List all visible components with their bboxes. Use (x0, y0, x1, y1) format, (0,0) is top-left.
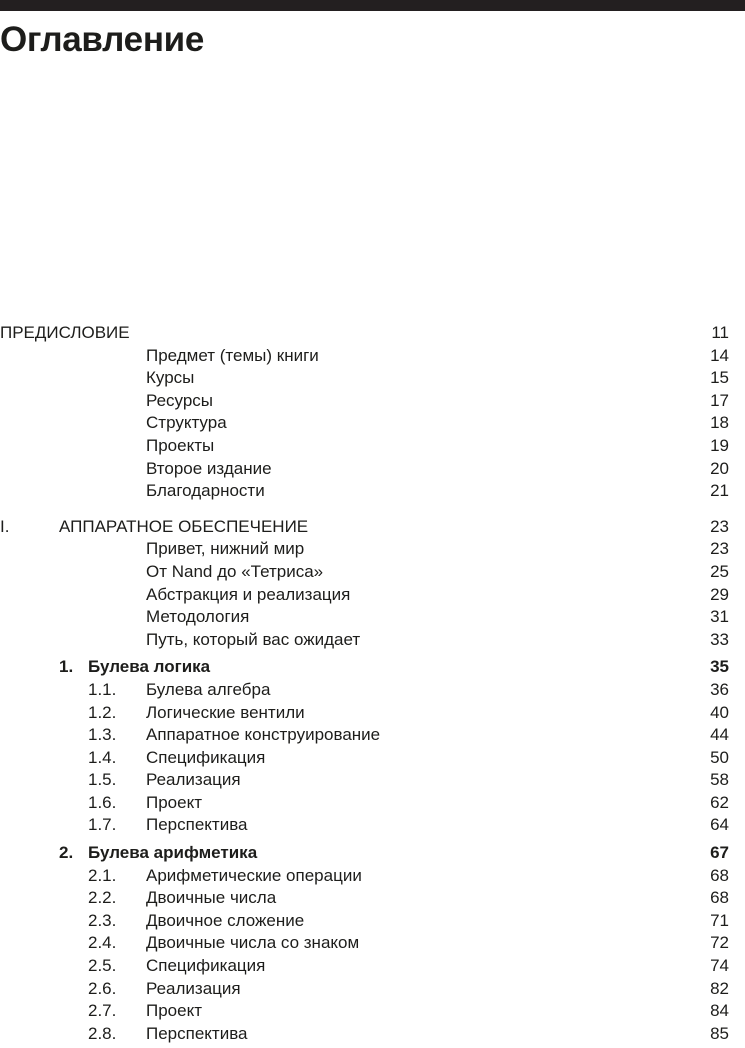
toc-entry-part[interactable] (0, 516, 729, 539)
toc-entry-number: 2.6. (88, 978, 117, 998)
toc-entry[interactable] (0, 538, 729, 561)
toc-entry-page: 68 (710, 888, 729, 908)
toc-entry[interactable] (0, 561, 729, 584)
toc-entry-title: Логические вентили (146, 702, 305, 722)
toc-entry-page: 71 (710, 910, 729, 930)
toc-entry-title: Реализация (146, 978, 241, 998)
toc-entry[interactable] (0, 910, 729, 933)
toc-entry-page: 31 (710, 607, 729, 627)
toc-entry-title: Проект (146, 1001, 202, 1021)
toc-entry-title: Путь, который вас ожидает (146, 629, 361, 649)
toc-entry-number: 1.2. (88, 702, 117, 722)
toc-entry[interactable] (0, 932, 729, 955)
toc-entry[interactable] (0, 702, 729, 725)
toc-entry-page: 74 (710, 956, 729, 976)
toc-entry-page: 50 (710, 747, 729, 767)
toc-entry-title: Предмет (темы) книги (146, 345, 319, 365)
toc-entry-page: 29 (710, 584, 729, 604)
toc-entry[interactable] (0, 390, 729, 413)
toc-entry-page: 62 (710, 792, 729, 812)
toc-entry[interactable] (0, 584, 729, 607)
toc-entry-page: 18 (710, 413, 729, 433)
toc-entry-number: 2. (59, 843, 74, 863)
toc-entry-page: 67 (710, 843, 729, 863)
toc-entry[interactable] (0, 769, 729, 792)
toc-entry-title: Реализация (146, 770, 241, 790)
toc-entry-page: 72 (710, 933, 729, 953)
toc-entry-title: Двоичное сложение (146, 910, 305, 930)
toc-entry[interactable] (0, 480, 729, 503)
toc-entry-page: 19 (710, 435, 729, 455)
toc-entry-title: Перспектива (146, 1023, 248, 1043)
toc-entry[interactable] (0, 367, 729, 390)
toc-entry-number: 1.3. (88, 725, 117, 745)
toc-entry-page: 64 (710, 815, 729, 835)
toc-entry-title: Ресурсы (146, 390, 214, 410)
toc-entry-title: Методология (146, 607, 250, 627)
toc-entry-page: 84 (710, 1001, 729, 1021)
toc-entry[interactable] (0, 345, 729, 368)
toc-entry[interactable] (0, 724, 729, 747)
toc-entry-page: 82 (710, 978, 729, 998)
toc-entry-page: 40 (710, 702, 729, 722)
toc-entry-title: Аппаратное конструирование (146, 725, 381, 745)
toc-entry[interactable] (0, 978, 729, 1001)
toc-entry-page: 35 (710, 657, 729, 677)
toc-entry-title: Привет, нижний мир (146, 539, 305, 559)
toc-entry-number: 1.4. (88, 747, 117, 767)
toc-entry-number: I. (0, 516, 10, 536)
toc-entry-title: Спецификация (146, 956, 266, 976)
toc-entry-title: ПРЕДИСЛОВИЕ (0, 323, 130, 342)
toc-entry[interactable] (0, 412, 729, 435)
toc-entry-number: 2.3. (88, 910, 117, 930)
table-of-contents (0, 322, 729, 1045)
toc-entry-title: Второе издание (146, 458, 272, 478)
toc-entry-page: 11 (711, 323, 729, 342)
toc-entry-title: От Nand до «Тетриса» (146, 561, 324, 581)
toc-entry[interactable] (0, 679, 729, 702)
toc-entry-page: 14 (710, 345, 729, 365)
toc-entry-title: Перспектива (146, 815, 248, 835)
toc-entry-page: 23 (710, 516, 729, 536)
toc-entry-number: 2.8. (88, 1023, 117, 1043)
toc-entry-number: 1.5. (88, 770, 117, 790)
toc-entry-preface[interactable] (0, 322, 729, 345)
toc-entry-page: 44 (710, 725, 729, 745)
toc-entry-page: 36 (710, 679, 729, 699)
toc-entry[interactable] (0, 435, 729, 458)
toc-entry[interactable] (0, 606, 729, 629)
toc-entry[interactable] (0, 629, 729, 652)
toc-entry[interactable] (0, 865, 729, 888)
toc-entry-chapter[interactable] (0, 656, 729, 679)
toc-entry-title: Благодарности (146, 481, 265, 501)
toc-entry-title: Структура (146, 413, 227, 433)
toc-entry-number: 1.7. (88, 815, 117, 835)
toc-entry[interactable] (0, 814, 729, 837)
toc-entry-page: 68 (710, 865, 729, 885)
toc-entry-title: Булева логика (88, 657, 211, 677)
toc-entry-page: 20 (710, 458, 729, 478)
page-title: Оглавление (0, 20, 205, 59)
toc-entry-number: 2.7. (88, 1001, 117, 1021)
toc-entry-number: 1.6. (88, 792, 117, 812)
toc-entry-number: 2.1. (88, 865, 117, 885)
toc-entry-page: 23 (710, 539, 729, 559)
toc-entry-title: Спецификация (146, 747, 266, 767)
toc-entry[interactable] (0, 1023, 729, 1046)
toc-entry-number: 2.5. (88, 956, 117, 976)
toc-entry[interactable] (0, 1000, 729, 1023)
toc-entry-title: Двоичные числа (146, 888, 277, 908)
toc-entry-page: 17 (710, 390, 729, 410)
toc-entry-title: Булева арифметика (88, 843, 258, 863)
toc-entry-number: 1. (59, 657, 74, 677)
toc-entry-title: АППАРАТНОЕ ОБЕСПЕЧЕНИЕ (59, 516, 309, 536)
toc-entry[interactable] (0, 747, 729, 770)
toc-entry-number: 2.2. (88, 888, 117, 908)
toc-entry[interactable] (0, 792, 729, 815)
toc-entry-title: Арифметические операции (146, 865, 362, 885)
toc-entry-page: 21 (710, 481, 729, 501)
toc-entry-title: Проекты (146, 435, 215, 455)
toc-entry-number: 1.1. (88, 679, 117, 699)
toc-entry-page: 15 (710, 368, 729, 388)
toc-entry[interactable] (0, 887, 729, 910)
toc-entry[interactable] (0, 955, 729, 978)
toc-entry-title: Булева алгебра (146, 679, 271, 699)
toc-entry-number: 2.4. (88, 933, 117, 953)
toc-entry-page: 85 (710, 1023, 729, 1043)
toc-entry-page: 33 (710, 629, 729, 649)
header-rule (0, 0, 745, 11)
toc-entry-page: 25 (710, 561, 729, 581)
toc-entry[interactable] (0, 458, 729, 481)
toc-entry-title: Двоичные числа со знаком (146, 933, 360, 953)
toc-entry-chapter[interactable] (0, 842, 729, 865)
toc-entry-title: Абстракция и реализация (146, 584, 351, 604)
toc-entry-title: Проект (146, 792, 202, 812)
toc-entry-title: Курсы (146, 368, 195, 388)
toc-entry-page: 58 (710, 770, 729, 790)
